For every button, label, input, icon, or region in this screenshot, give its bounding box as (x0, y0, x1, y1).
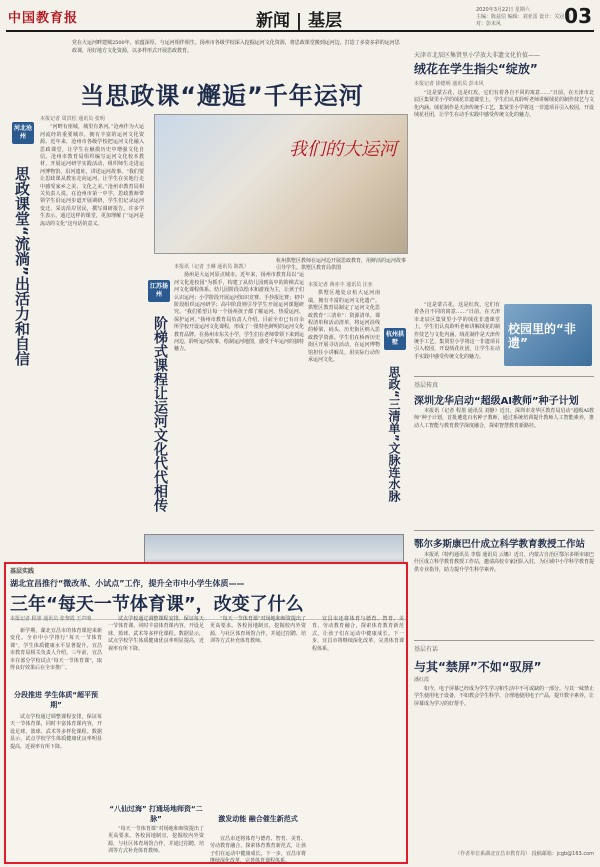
divider (414, 376, 594, 377)
shenzhen-ai-article (414, 408, 594, 528)
bottom-col4-body: 宜昌市还将体育与德育、智育、美育、劳动教育融合，探索体育教育新范式，让孩子们在运动中健康成长。下一步，宜昌市将继续深化改革，完善体育课程体系。 (312, 616, 404, 652)
main-story-area (6, 36, 410, 556)
shenzhen-ai-body: 本报讯（记者 程墨 通讯员 刘静）近日，深圳市龙华区教育局启动“超级AI教师”种子计划，首批遴选百名种子教师，通过系统培训提升教师人工智能素养，推动人工智能与教育教学深度融合，探索智慧教育新路径。 (414, 408, 594, 429)
issue-info (476, 7, 576, 28)
region-tag-jiangsu: 江苏扬州 (148, 280, 170, 302)
bottom-col3-body: “每天一节体育课”对场地和师资提出了更高要求。各校因地制宜，挖掘校内外资源，与社区体育场馆合作，并通过招聘、培训等方式补充体育教师。 (210, 616, 306, 645)
main-headline: 当思政课“邂逅”千年运河 (80, 82, 364, 110)
bottom-headline: 三年“每天一节体育课”，改变了什么 (10, 590, 406, 620)
section-label-opinion: 基层有话 (414, 646, 439, 653)
newspaper-brand: 中国教育报 (8, 11, 79, 26)
hebei-byline: 本报记者 周洪松 通讯员 张明 (40, 116, 105, 122)
jiangsu-article (174, 264, 304, 564)
screen-body: 如今，电子屏幕已经成为学生学习和生活中不可或缺的一部分。与其一味禁止学生使用电子设备，不如教会学生科学、合理地使用电子产品，提升数字素养，让屏幕成为学习的好帮手。 (414, 686, 595, 707)
bottom-col2b-body: “每天一节体育课”对场地和师资提出了更高要求。各校因地制宜，挖掘校内外资源，与社区体育场馆合作，并通过招聘、培训等方式补充体育教师。 (108, 826, 204, 855)
main-photo-caption: 杭州拱墅区教师在运河边开展思政教育，用鲜活的运河故事引导学生。拱墅区教育局供图 (276, 258, 407, 271)
bottom-col3b (210, 836, 306, 865)
bottom-col3b-body: 宜昌市还将体育与德育、智育、美育、劳动教育融合，探索体育教育新范式，让孩子们在运动中健康成长。下一步，宜昌市将继续深化改革，完善体育课程体系。 (210, 836, 306, 865)
main-photo (154, 114, 408, 254)
right-title-screen: 与其“禁屏”不如“驭屏” (414, 660, 542, 674)
bottom-byline: 本报记者 程墨 通讯员 张黎霞 王声明 (10, 616, 92, 622)
bottom-subtitle-3: 激发动能 融合催生新范式 (218, 815, 298, 823)
bottom-col1-body: 新学期，湖北宜昌市的体育课迎来新变化。全市中小学推行“每天一节体育课”，学生体质健康水平显著提升。宜昌市教育局相关负责人介绍，三年前，宜昌市在部分学校试点“每天一节体育课”，取得良好效果后在全市推广。 (10, 628, 102, 672)
campus-heritage-label: 校园里的“非遗” (508, 322, 576, 350)
bottom-subtitle-2: “八仙过海” 打通场地师资“二脉” (109, 805, 203, 823)
bottom-col2b (108, 826, 204, 860)
velvet-flower-body: “这是蒙古花，这是红玫，它们有着各自不同的寓意……”日前，在天津市北辰区集贤里小学的绒花非遗课堂上，学生们认真聆听老师讲解绒花的制作技艺与文化内涵。绒花制作是天津传统手工艺，集贤里小学将这一非遗项目引入校园，开设绒花社团，让学生在动手实践中感受传统文化的魅力。 (414, 90, 595, 119)
contributor-note: （作者单位系湖北宜昌市教育局） 投稿邮箱：jcgb@163.com (455, 851, 594, 857)
zhejiang-title: 思政“三清单”文脉连水脉 (387, 366, 401, 502)
right-kicker: 天津市北辰区集贤里小学放大非遗文化价值—— (414, 52, 541, 59)
jiangsu-byline: 本报讯（记者 王琳 通讯员 陈凯） (174, 264, 249, 270)
zhejiang-byline: 本报记者 蒋亦丰 通讯员 汪亚 (308, 282, 373, 288)
jiangsu-title: 阶梯式课程让运河文化代代相传 (152, 316, 168, 512)
region-tag-hebei: 河北沧州 (12, 122, 34, 144)
masthead (6, 4, 594, 32)
velvet-flower-body-cont: “这是蒙古花，这是红玫，它们有着各自不同的寓意……”日前，在天津市北辰区集贤里小学的绒花非遗课堂上，学生们认真聆听老师讲解绒花的制作技艺与文化内涵。绒花制作是天津传统手工艺，集贤里小学将这一非遗项目引入校园，开设绒花社团，让学生在动手实践中感受传统文化的魅力。 (414, 302, 500, 360)
issue-date: 2020年3月22日 星期六 (476, 7, 530, 13)
divider (414, 640, 594, 641)
right-byline-1: 本报记者 徐德明 通讯员 彭未风 (414, 81, 484, 87)
ordos-body: 本报讯（特约通讯员 李瑞 通讯员 云娜）近日，内蒙古自治区鄂尔多斯市康巴什区成立科学教育教授工作站，邀请高校专家团队入驻，为区域中小学科学教育提供专业指导，助力提升学生科学素养。 (414, 552, 595, 573)
bottom-subhead: 湖北宜昌推行“微改革、小试点”工作，提升全市中小学生体质—— (10, 579, 245, 588)
page-number: 03 (564, 4, 592, 28)
region-tag-zhejiang: 杭州拱墅 (384, 328, 406, 350)
divider (414, 530, 594, 531)
right-title-shenzhen-ai: 深圳龙华启动“超级AI教师”种子计划 (414, 396, 579, 407)
bottom-col1 (10, 628, 102, 688)
zhejiang-body: 拱墅区地处京杭大运河南端，拥有丰富的运河文化遗产。拱墅区教育局制定了运河文化思政教育“三清单”：资源清单、课程清单和活动清单，将运河沿线的桥梁、码头、历史街区纳入思政教学资源。学生们在桥西历史街区开展寻访活动，在运河博物馆担任小讲解员，用实际行动传承运河文化。 (308, 290, 380, 364)
hebei-article (40, 116, 144, 576)
section-label-grassroots: 基层传真 (414, 382, 439, 389)
campus-heritage-badge (504, 304, 592, 366)
bottom-kicker: 基层实践 (10, 568, 35, 575)
bottom-highlight-story (4, 562, 408, 864)
screen-article (414, 686, 594, 846)
hebei-title: 思政课堂“流淌”出活力和自信 (13, 166, 31, 366)
zhejiang-article (308, 282, 380, 562)
right-title-ordos: 鄂尔多斯康巴什成立科学教育教授工作站 (414, 539, 586, 550)
bottom-subtitle-1: 分段推进 学生体质“超平预期” (13, 691, 99, 709)
photo-board-text: 我们的大运河 (289, 139, 397, 160)
right-column (414, 36, 594, 866)
section-title: 新闻 | 基层 (256, 11, 343, 31)
bottom-col4 (312, 616, 404, 860)
velvet-flower-article (414, 90, 594, 300)
jiangsu-body: 扬州是大运河原点城市。近年来，扬州市教育局以“运河文化进校园”为抓手，构建了从幼儿园到高中的阶梯式运河文化课程体系。幼儿园阶段以绘本和游戏为主，让孩子们认识运河；小学阶段开展运河知识竞赛、手抄报比赛；初中阶段组织运河研学；高中阶段则引导学生开展运河课题研究。“我们希望让每一个扬州孩子都了解运河、热爱运河、保护运河。”扬州市教育局负责人介绍，目前全市已有百余所学校开设运河文化课程，形成了一批特色鲜明的运河文化教育品牌。在扬州市东关小学，学生们在老师带领下来到运河边，聆听运河故事，绘制运河地图，感受千年运河的独特魅力。 (174, 272, 305, 353)
bottom-col3 (210, 616, 306, 812)
velvet-flower-article-cont (414, 302, 500, 372)
bottom-col2-body: 试点学校通过调整课程安排，保证每天一节体育课，同时丰富体育课内容，开设足球、篮球、武术等多样化课程。数据显示，试点学校学生体质健康优良率明显提高，近视率有所下降。 (108, 616, 204, 652)
main-story-intro: 党在大运河畔建城2500年，底蕴深厚，与运河相伴相生。扬州市各级学校深入挖掘运河文化资源，将思政课堂搬到运河边，打造了多姿多彩的运河思政课，用好地方文化资源，以多样形式开展思政教育。 (72, 40, 400, 54)
right-title-velvet-flower: 绒花在学生指尖“绽放” (414, 62, 538, 76)
issue-editors: 主编：陈兹信 编辑：刘亚雷 设计：关冠 校对：彭未风 (476, 14, 571, 27)
bottom-col1b (10, 714, 102, 860)
bottom-col1b-body: 试点学校通过调整课程安排，保证每天一节体育课，同时丰富体育课内容，开设足球、篮球、武术等多样化课程。数据显示，试点学校学生体质健康优良率明显提高，近视率有所下降。 (10, 714, 102, 750)
hebei-body: “河畔有座城，城里有条河。”沧州作为大运河流经的重要城市，拥有丰富的运河文化资源。近年来，沧州市各级学校把运河文化融入思政课堂，让学生在触摸历史中增强文化自信。沧州市教育局组织编写运河文化校本教材，开展运河研学实践活动，组织师生走进运河博物馆、沿河遗址，讲述运河故事。“我们要让思政课从教室走向运河，让学生在实地行走中感受家乡之美、文化之美。”沧州市教育局相关负责人说。在沧州市第一中学，思政教师带领学生沿运河步道开展调研，学生们记录运河变迁、采访沿岸居民，撰写调研报告。许多学生表示，通过这样的课堂，更加理解了“运河是流动的文化”这句话的意义。 (40, 124, 144, 227)
bottom-col2 (108, 616, 204, 802)
right-byline-4: 潘红霞 (414, 677, 430, 683)
ordos-article (414, 552, 594, 638)
